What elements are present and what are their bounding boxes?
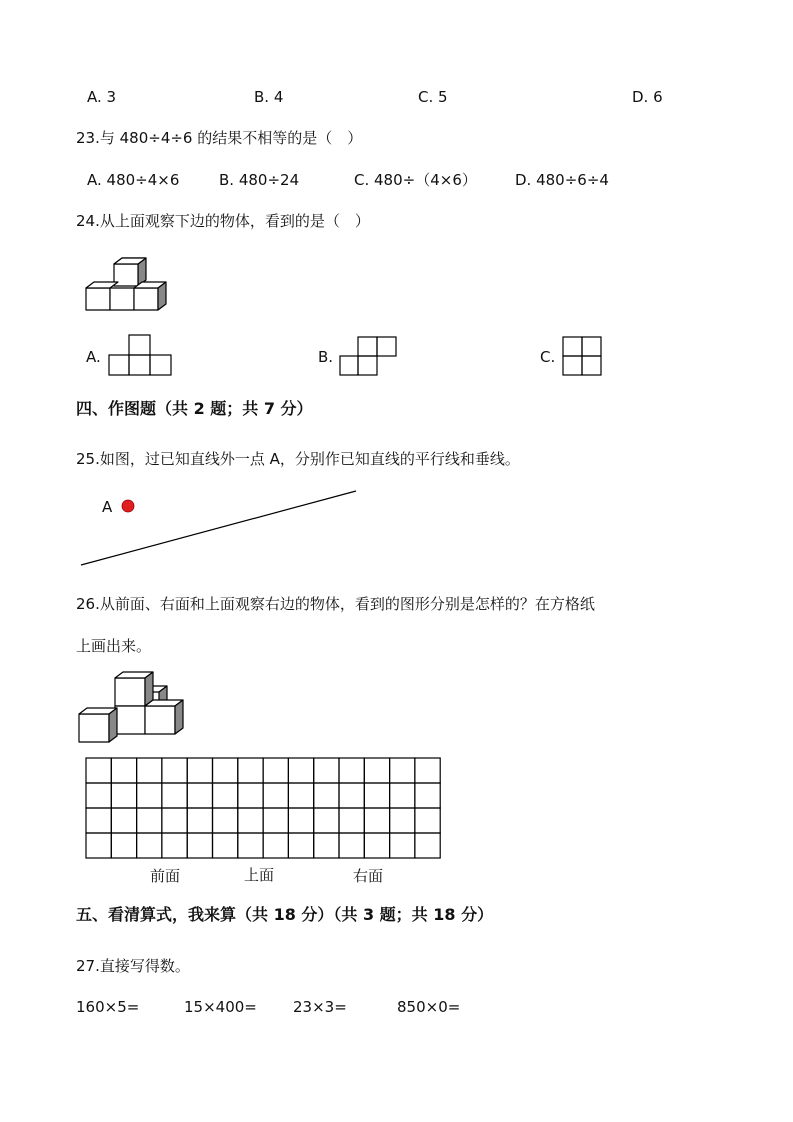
grid-cell[interactable] [415, 783, 440, 808]
q23-option-d: D. 480÷6÷4 [515, 171, 609, 189]
grid-cell[interactable] [111, 808, 136, 833]
grid-cell[interactable] [263, 808, 288, 833]
q22-option-d: D. 6 [632, 88, 663, 106]
q23-stem: 23.与 480÷4÷6 的结果不相等的是（ ） [76, 129, 363, 147]
q23-option-c: C. 480÷（4×6） [354, 171, 477, 189]
grid-cell[interactable] [137, 833, 162, 858]
q22-option-b: B. 4 [254, 88, 284, 106]
q23-option-b: B. 480÷24 [219, 171, 300, 189]
q24-cube-figure [84, 258, 174, 314]
grid-cell[interactable] [314, 783, 339, 808]
q26-label-front: 前面 [150, 867, 181, 885]
grid-cell[interactable] [213, 833, 238, 858]
grid-cell[interactable] [213, 808, 238, 833]
q27-item-3: 23×3= [293, 998, 347, 1016]
grid-cell[interactable] [364, 833, 389, 858]
grid-cell[interactable] [263, 783, 288, 808]
grid-cell[interactable] [187, 783, 212, 808]
q22-option-a: A. 3 [87, 88, 117, 106]
grid-cell[interactable] [390, 833, 415, 858]
grid-cell[interactable] [339, 783, 364, 808]
grid-cell[interactable] [137, 783, 162, 808]
grid-cell[interactable] [314, 758, 339, 783]
grid-cell[interactable] [187, 808, 212, 833]
grid-cell[interactable] [364, 758, 389, 783]
grid-cell[interactable] [187, 833, 212, 858]
grid-cell[interactable] [86, 783, 111, 808]
grid-cell[interactable] [213, 758, 238, 783]
grid-cell[interactable] [162, 783, 187, 808]
q26-grid-paper[interactable] [85, 757, 441, 859]
grid-cell[interactable] [137, 758, 162, 783]
section-5-title: 五、看清算式，我来算（共 18 分）（共 3 题；共 18 分） [76, 905, 494, 924]
grid-cell[interactable] [137, 808, 162, 833]
grid-cell[interactable] [415, 833, 440, 858]
grid-cell[interactable] [162, 833, 187, 858]
grid-cell[interactable] [238, 758, 263, 783]
q25-given-line [80, 489, 358, 567]
q24-option-a-label: A. [86, 348, 101, 366]
q24-option-a-shape [108, 334, 172, 376]
grid-cell[interactable] [364, 808, 389, 833]
grid-cell[interactable] [238, 783, 263, 808]
grid-cell[interactable] [86, 808, 111, 833]
q22-option-c: C. 5 [418, 88, 448, 106]
grid-cell[interactable] [339, 808, 364, 833]
grid-cell[interactable] [314, 808, 339, 833]
grid-cell[interactable] [364, 783, 389, 808]
grid-cell[interactable] [415, 758, 440, 783]
grid-cell[interactable] [86, 758, 111, 783]
grid-cell[interactable] [162, 808, 187, 833]
q26-label-top: 上面 [244, 866, 275, 884]
q23-option-a: A. 480÷4×6 [87, 171, 180, 189]
q25-stem: 25.如图，过已知直线外一点 A，分别作已知直线的平行线和垂线。 [76, 450, 520, 468]
grid-cell[interactable] [390, 758, 415, 783]
section-4-title: 四、作图题（共 2 题；共 7 分） [76, 399, 313, 418]
grid-cell[interactable] [288, 758, 313, 783]
q27-item-2: 15×400= [184, 998, 257, 1016]
q26-stem-line1: 26.从前面、右面和上面观察右边的物体，看到的图形分别是怎样的？在方格纸 [76, 595, 595, 613]
q24-option-c-shape [562, 336, 602, 376]
q24-option-b-label: B. [318, 348, 334, 366]
grid-cell[interactable] [390, 808, 415, 833]
grid-cell[interactable] [314, 833, 339, 858]
q26-cube-figure [77, 670, 183, 746]
q27-item-4: 850×0= [397, 998, 461, 1016]
q24-option-c-label: C. [540, 348, 556, 366]
q27-item-1: 160×5= [76, 998, 140, 1016]
grid-cell[interactable] [86, 833, 111, 858]
grid-cell[interactable] [111, 783, 136, 808]
grid-cell[interactable] [339, 833, 364, 858]
grid-cell[interactable] [288, 833, 313, 858]
grid-cell[interactable] [111, 758, 136, 783]
grid-cell[interactable] [263, 758, 288, 783]
grid-cell[interactable] [238, 808, 263, 833]
grid-cell[interactable] [263, 833, 288, 858]
grid-cell[interactable] [213, 783, 238, 808]
q26-stem-line2: 上画出来。 [76, 637, 152, 655]
q24-stem: 24.从上面观察下边的物体，看到的是（ ） [76, 212, 370, 230]
grid-cell[interactable] [415, 808, 440, 833]
grid-cell[interactable] [339, 758, 364, 783]
q26-label-right: 右面 [353, 867, 384, 885]
grid-cell[interactable] [162, 758, 187, 783]
q24-option-b-shape [339, 336, 397, 376]
q25-point-label: A [102, 498, 113, 516]
grid-cell[interactable] [111, 833, 136, 858]
grid-cell[interactable] [288, 783, 313, 808]
grid-cell[interactable] [187, 758, 212, 783]
grid-cell[interactable] [390, 783, 415, 808]
q27-stem: 27.直接写得数。 [76, 957, 190, 975]
grid-cell[interactable] [288, 808, 313, 833]
grid-cell[interactable] [238, 833, 263, 858]
